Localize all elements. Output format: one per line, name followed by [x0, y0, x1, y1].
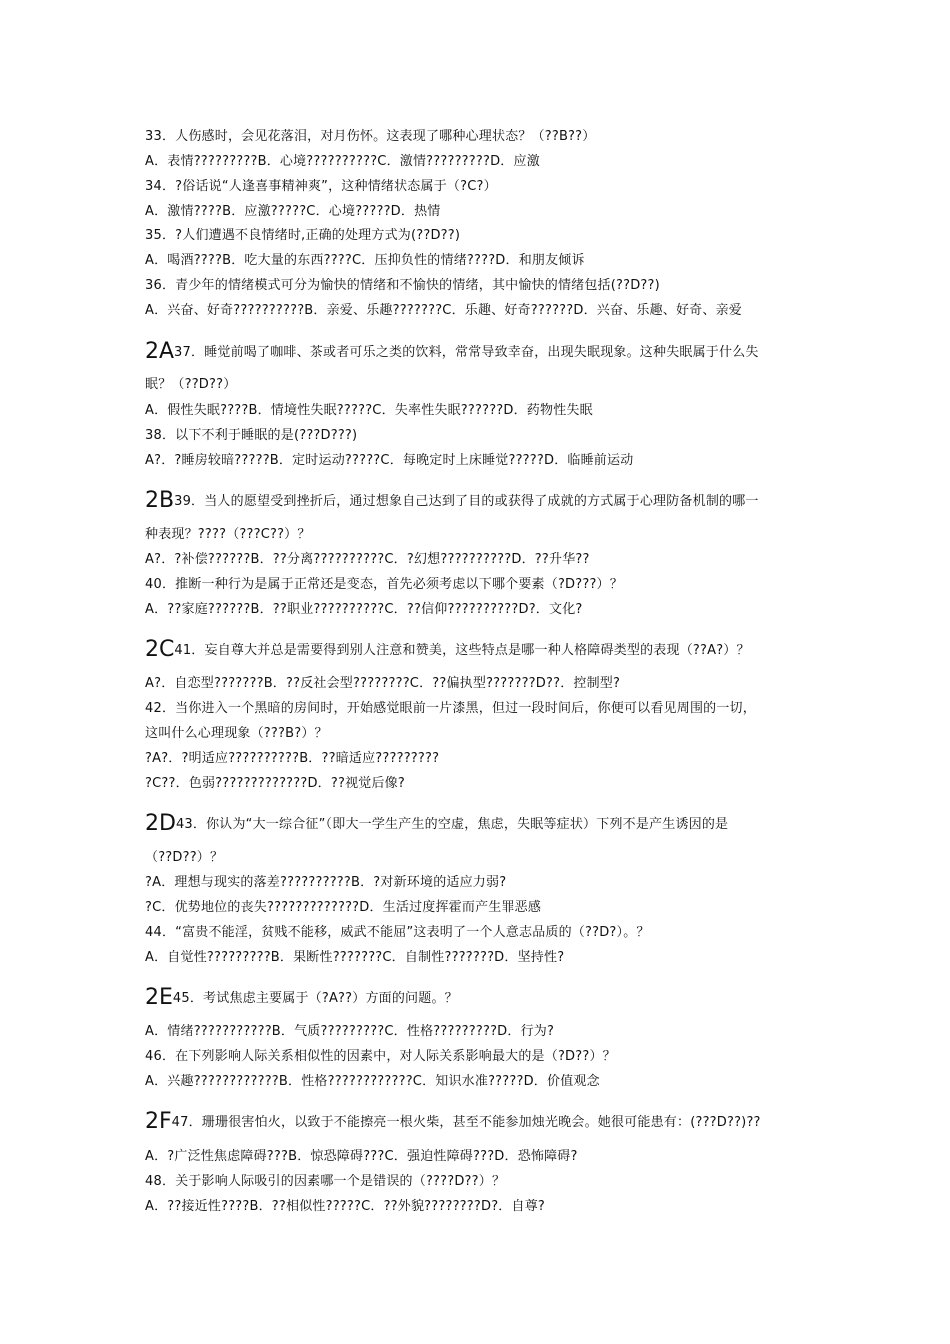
options-42-b: ?C??．色弱?????????????D．??视觉后像?: [145, 776, 405, 791]
question-35: 35．?人们遭遇不良情绪时,正确的处理方式为(??D??): [145, 228, 461, 243]
question-41: 41．妄自尊大并总是需要得到别人注意和赞美，这些特点是哪一种人格障碍类型的表现（??A?）？: [174, 643, 750, 658]
question-39-cont: 种表现？????（???C??）？: [145, 527, 311, 542]
question-42-cont: 这叫什么心理现象（???B?）？: [145, 726, 328, 741]
options-36: A．兴奋、好奇??????????B．亲爱、乐趣???????C．乐趣、好奇??????D．兴奋、乐趣、好奇、亲爱: [145, 303, 742, 318]
options-35: A．喝酒????B．吃大量的东西????C．压抑负性的情绪????D．和朋友倾诉: [145, 253, 585, 268]
options-41: A?．自恋型???????B．??反社会型????????C．??偏执型???????D??．控制型?: [145, 676, 621, 691]
section-marker: 2A: [145, 339, 175, 364]
question-40: 40．推断一种行为是属于正常还是变态，首先必须考虑以下哪个要素（?D???）？: [145, 577, 623, 592]
question-44: 44．“富贵不能淫，贫贱不能移，威武不能屈”这表明了一个人意志品质的（??D?）。？: [145, 925, 650, 940]
question-39: 39．当人的愿望受到挫折后，通过想象自己达到了目的或获得了成就的方式属于心理防备机制的哪一: [174, 494, 759, 509]
section-marker: 2E: [145, 985, 173, 1010]
question-38: 38．以下不利于睡眠的是(???D???): [145, 428, 358, 443]
question-43-line: [145, 811, 890, 839]
question-47: 47．珊珊很害怕火，以致于不能擦亮一根火柴，甚至不能参加烛光晚会。她很可能患有：(???D??)??: [171, 1115, 761, 1130]
question-41-line: [145, 637, 890, 665]
section-marker: 2F: [145, 1109, 172, 1134]
question-43-cont: （??D??）？: [145, 850, 224, 865]
options-45: A．情绪???????????B．气质?????????C．性格?????????D．行为?: [145, 1024, 555, 1039]
question-37-cont: 眠？（??D??）: [145, 377, 237, 392]
question-48: 48．关于影响人际吸引的因素哪一个是错误的（????D??）？: [145, 1174, 506, 1189]
options-48: A．??接近性????B．??相似性?????C．??外貌????????D?．自尊?: [145, 1199, 545, 1214]
options-40: A．??家庭??????B．??职业??????????C．??信仰??????????D?．文化?: [145, 602, 583, 617]
options-43-b: ?C．优势地位的丧失?????????????D．生活过度挥霍而产生罪恶感: [145, 900, 542, 915]
question-34: 34．?俗话说“人逢喜事精神爽”，这种情绪状态属于（?C?）: [145, 179, 497, 194]
section-marker: 2B: [145, 488, 175, 513]
options-44: A．自觉性?????????B．果断性???????C．自制性???????D．坚持性?: [145, 950, 565, 965]
question-37-line: [145, 339, 890, 367]
options-38: A?．?睡房较暗?????B．定时运动?????C．每晚定时上床睡觉?????D．临睡前运动: [145, 453, 634, 468]
question-37: 37．睡觉前喝了咖啡、茶或者可乐之类的饮料，常常导致幸奋，出现失眠现象。这种失眠属于什么失: [174, 345, 759, 360]
options-47: A．?广泛性焦虑障碍???B．惊恐障碍???C．强迫性障碍???D．恐怖障碍?: [145, 1149, 578, 1164]
options-39: A?．?补偿??????B．??分离??????????C．?幻想??????????D．??升华??: [145, 552, 590, 567]
options-34: A．激情????B．应激?????C．心境?????D．热情: [145, 204, 441, 219]
question-47-line: [145, 1109, 890, 1137]
question-36: 36．青少年的情绪模式可分为愉快的情绪和不愉快的情绪，其中愉快的情绪包括(??D??): [145, 278, 660, 293]
options-33: A．表情?????????B．心境??????????C．激情?????????D．应激: [145, 154, 540, 169]
question-45: 45．考试焦虑主要属于（?A??）方面的问题。？: [172, 991, 458, 1006]
question-45-line: [145, 985, 890, 1013]
options-43-a: ?A．理想与现实的落差??????????B．?对新环境的适应力弱?: [145, 875, 507, 890]
section-marker: 2C: [145, 637, 175, 662]
question-33: 33．人伤感时，会见花落泪，对月伤怀。这表现了哪种心理状态？（??B??）: [145, 129, 596, 144]
question-43: 43．你认为“大一综合征”（即大一学生产生的空虚，焦虑，失眠等症状）下列不是产生诱因的是: [175, 817, 729, 832]
question-42: 42．当你进入一个黑暗的房间时，开始感觉眼前一片漆黑，但过一段时间后，你便可以看见周围的一切，: [145, 701, 756, 716]
section-marker: 2D: [145, 811, 176, 836]
question-39-line: [145, 488, 890, 516]
question-46: 46．在下列影响人际关系相似性的因素中，对人际关系影响最大的是（?D??）？: [145, 1049, 616, 1064]
options-42-a: ?A?．?明适应??????????B．??暗适应?????????: [145, 751, 440, 766]
options-46: A．兴趣????????????B．性格????????????C．知识水准?????D．价值观念: [145, 1074, 600, 1089]
options-37: A．假性失眠????B．情境性失眠?????C．失率性失眠??????D．药物性失眠: [145, 403, 593, 418]
